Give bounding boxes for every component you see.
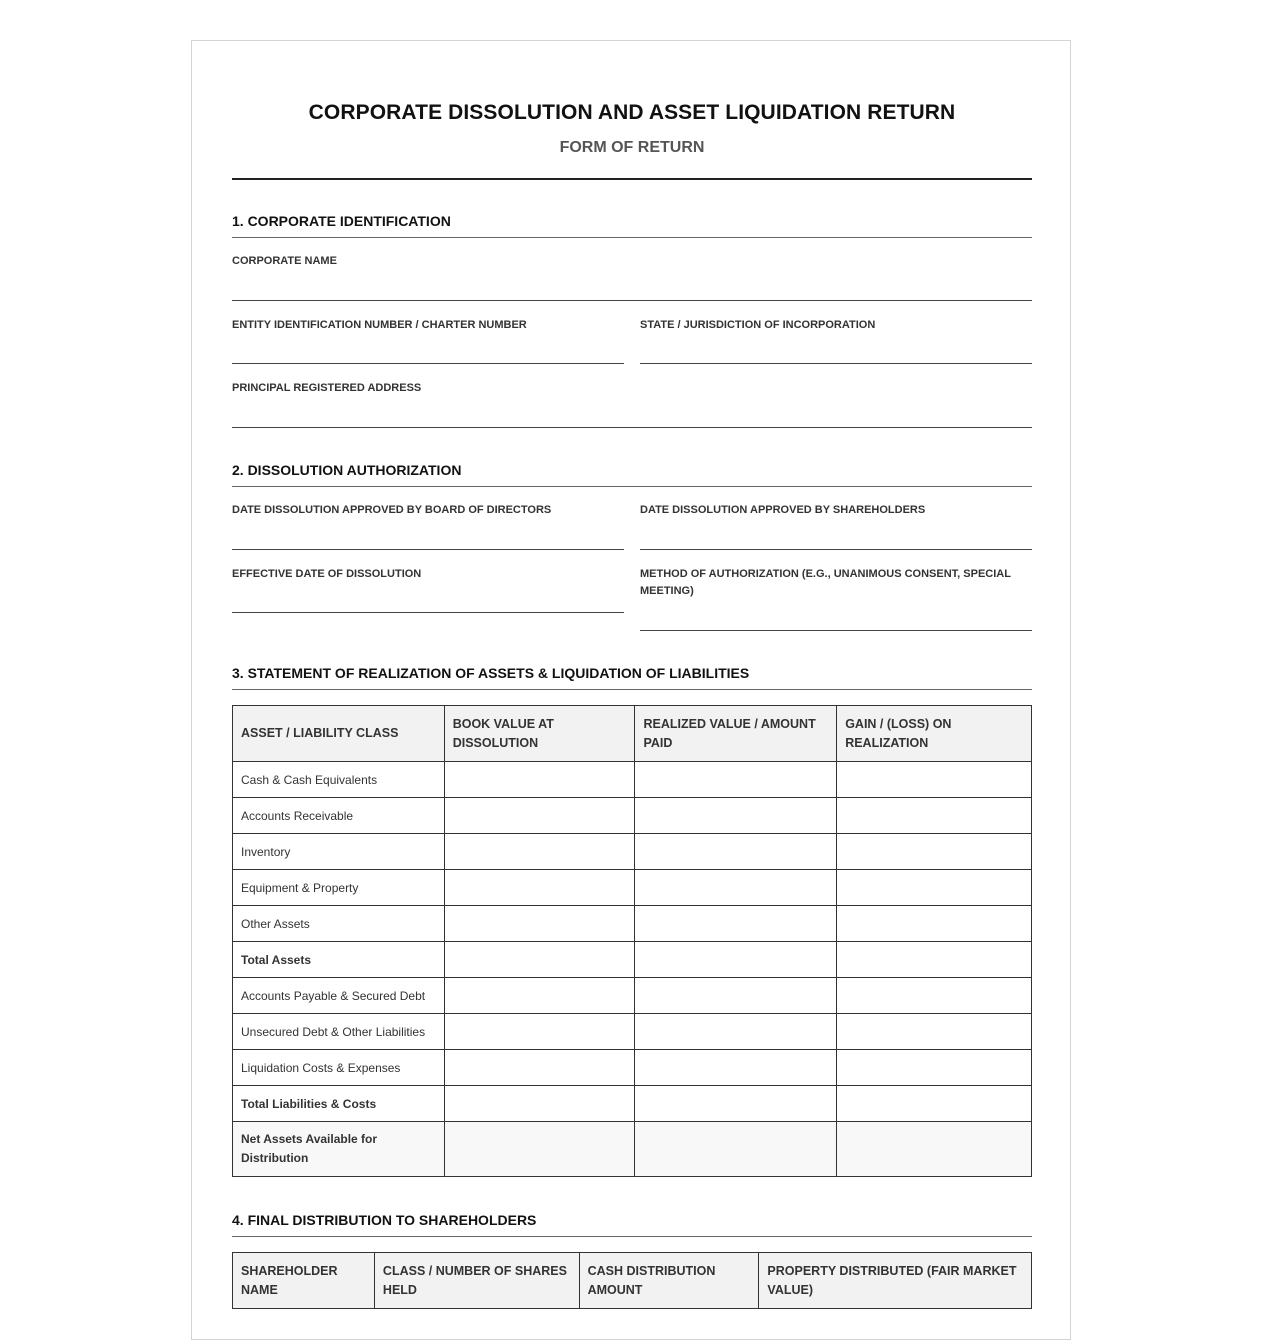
shareholder-date-line[interactable] — [640, 549, 1032, 550]
shareholder-date-field[interactable] — [640, 502, 1032, 550]
entity-id-line[interactable] — [232, 363, 624, 364]
entry-cell[interactable] — [837, 1086, 1032, 1122]
address-field[interactable] — [232, 380, 1032, 428]
entry-cell[interactable] — [444, 978, 635, 1014]
entry-cell[interactable] — [837, 978, 1032, 1014]
column-header: REALIZED VALUE / AMOUNT PAID — [635, 706, 837, 762]
header-divider — [232, 178, 1032, 180]
table-row — [233, 906, 1032, 942]
column-header: CLASS / NUMBER OF SHARES HELD — [374, 1253, 579, 1309]
column-header: ASSET / LIABILITY CLASS — [233, 706, 445, 762]
entry-cell[interactable] — [635, 942, 837, 978]
entry-cell[interactable] — [444, 942, 635, 978]
entry-cell[interactable] — [635, 762, 837, 798]
row-label: Total Assets — [233, 942, 445, 978]
state-line[interactable] — [640, 363, 1032, 364]
address-label: PRINCIPAL REGISTERED ADDRESS — [232, 382, 422, 394]
entry-cell[interactable] — [635, 834, 837, 870]
address-line[interactable] — [232, 427, 1032, 428]
method-field[interactable] — [640, 566, 1032, 632]
table-row — [233, 1050, 1032, 1086]
effective-date-line[interactable] — [232, 612, 624, 613]
table-row — [233, 1086, 1032, 1122]
entry-cell[interactable] — [635, 1122, 837, 1177]
table-row — [233, 1122, 1032, 1177]
entry-cell[interactable] — [635, 870, 837, 906]
entry-cell[interactable] — [635, 798, 837, 834]
form-subtitle: FORM OF RETURN — [559, 139, 705, 156]
entry-cell[interactable] — [444, 1086, 635, 1122]
entry-cell[interactable] — [837, 1014, 1032, 1050]
section-1-heading: 1. CORPORATE IDENTIFICATION — [232, 213, 1032, 238]
entry-cell[interactable] — [837, 762, 1032, 798]
corporate-name-field[interactable] — [232, 253, 1032, 301]
entity-id-label: ENTITY IDENTIFICATION NUMBER / CHARTER NUMBER — [232, 319, 527, 331]
entry-cell[interactable] — [635, 1086, 837, 1122]
board-date-line[interactable] — [232, 549, 624, 550]
entry-cell[interactable] — [444, 798, 635, 834]
table-row — [233, 1014, 1032, 1050]
board-date-field[interactable] — [232, 502, 624, 550]
entry-cell[interactable] — [837, 870, 1032, 906]
entry-cell[interactable] — [635, 1050, 837, 1086]
method-line[interactable] — [640, 630, 1032, 631]
row-label: Cash & Cash Equivalents — [233, 762, 445, 798]
row-label: Liquidation Costs & Expenses — [233, 1050, 445, 1086]
entry-cell[interactable] — [837, 834, 1032, 870]
realization-table — [232, 705, 1032, 1177]
method-label: METHOD OF AUTHORIZATION (E.G., UNANIMOUS CONSENT, SPECIAL MEETING) — [640, 568, 1011, 597]
effective-date-field[interactable] — [232, 566, 624, 614]
shareholder-date-label: DATE DISSOLUTION APPROVED BY SHAREHOLDERS — [640, 504, 926, 516]
distribution-table — [232, 1252, 1032, 1309]
column-header: CASH DISTRIBUTION AMOUNT — [579, 1253, 759, 1309]
state-label: STATE / JURISDICTION OF INCORPORATION — [640, 319, 876, 331]
effective-date-label: EFFECTIVE DATE OF DISSOLUTION — [232, 568, 422, 580]
entry-cell[interactable] — [444, 1122, 635, 1177]
row-label: Unsecured Debt & Other Liabilities — [233, 1014, 445, 1050]
entry-cell[interactable] — [837, 942, 1032, 978]
entry-cell[interactable] — [635, 978, 837, 1014]
entry-cell[interactable] — [444, 1014, 635, 1050]
entry-cell[interactable] — [837, 906, 1032, 942]
section-3-heading: 3. STATEMENT OF REALIZATION OF ASSETS & LIQUIDATION OF LIABILITIES — [232, 665, 1032, 690]
entry-cell[interactable] — [444, 1050, 635, 1086]
row-label: Inventory — [233, 834, 445, 870]
table-row — [233, 978, 1032, 1014]
form-title: CORPORATE DISSOLUTION AND ASSET LIQUIDATION RETURN — [308, 101, 956, 124]
section-4-heading: 4. FINAL DISTRIBUTION TO SHAREHOLDERS — [232, 1212, 1032, 1237]
table-row — [233, 834, 1032, 870]
row-label: Other Assets — [233, 906, 445, 942]
entity-id-field[interactable] — [232, 317, 624, 365]
corporate-name-line[interactable] — [232, 300, 1032, 301]
entry-cell[interactable] — [444, 906, 635, 942]
column-header: PROPERTY DISTRIBUTED (FAIR MARKET VALUE) — [759, 1253, 1032, 1309]
entry-cell[interactable] — [837, 798, 1032, 834]
table-row — [233, 762, 1032, 798]
column-header: SHAREHOLDER NAME — [233, 1253, 375, 1309]
realization-header-row — [233, 706, 1032, 762]
table-row — [233, 942, 1032, 978]
entry-cell[interactable] — [837, 1050, 1032, 1086]
column-header: GAIN / (LOSS) ON REALIZATION — [837, 706, 1032, 762]
column-header: BOOK VALUE AT DISSOLUTION — [444, 706, 635, 762]
entry-cell[interactable] — [837, 1122, 1032, 1177]
entry-cell[interactable] — [444, 834, 635, 870]
form-page — [191, 40, 1071, 1340]
row-label: Equipment & Property — [233, 870, 445, 906]
section-2-heading: 2. DISSOLUTION AUTHORIZATION — [232, 462, 1032, 487]
corporate-name-label: CORPORATE NAME — [232, 255, 337, 267]
table-row — [233, 798, 1032, 834]
table-row — [233, 870, 1032, 906]
row-label: Accounts Receivable — [233, 798, 445, 834]
entry-cell[interactable] — [444, 762, 635, 798]
row-label: Total Liabilities & Costs — [233, 1086, 445, 1122]
row-label: Accounts Payable & Secured Debt — [233, 978, 445, 1014]
entry-cell[interactable] — [635, 1014, 837, 1050]
row-label: Net Assets Available for Distribution — [233, 1122, 445, 1177]
entry-cell[interactable] — [635, 906, 837, 942]
distribution-header-row — [233, 1253, 1032, 1309]
entry-cell[interactable] — [444, 870, 635, 906]
board-date-label: DATE DISSOLUTION APPROVED BY BOARD OF DIRECTORS — [232, 504, 552, 516]
state-field[interactable] — [640, 317, 1032, 365]
